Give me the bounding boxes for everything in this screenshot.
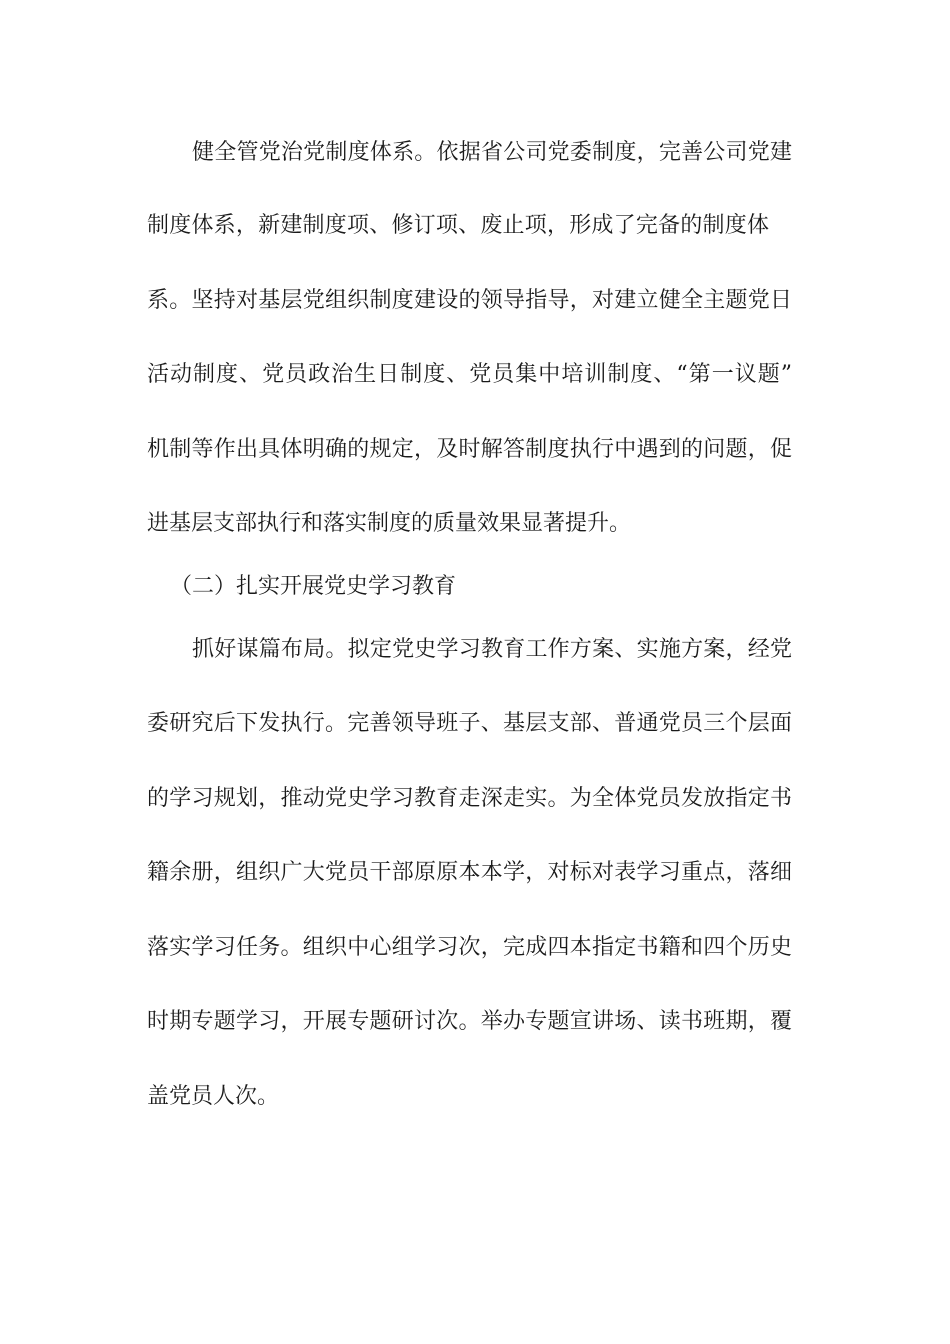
paragraph-1-line-3: 系。坚持对基层党组织制度建设的领导指导，对建立健全主题党日 [147,288,792,313]
paragraph-2-line-7: 盖党员人次。 [147,1084,280,1109]
paragraph-1-line-4: 活动制度、党员政治生日制度、党员集中培训制度、“第一议题” [147,362,792,387]
paragraph-2-line-3: 的学习规划，推动党史学习教育走深走实。为全体党员发放指定书 [147,786,792,811]
paragraph-2-line-2: 委研究后下发执行。完善领导班子、基层支部、普通党员三个层面 [147,711,792,736]
paragraph-2-line-6: 时期专题学习，开展专题研讨次。举办专题宣讲场、读书班期，覆 [147,1009,792,1034]
paragraph-1-line-6: 进基层支部执行和落实制度的质量效果显著提升。 [147,511,632,536]
paragraph-1-line-5: 机制等作出具体明确的规定，及时解答制度执行中遇到的问题，促 [147,437,792,462]
paragraph-1-line-1: 健全管党治党制度体系。依据省公司党委制度，完善公司党建 [192,140,792,165]
paragraph-2-line-4: 籍余册，组织广大党员干部原原本本学，对标对表学习重点，落细 [147,860,792,885]
paragraph-1-line-2: 制度体系，新建制度项、修订项、废止项，形成了完备的制度体 [147,213,769,238]
section-heading: （二）扎实开展党史学习教育 [170,574,457,599]
paragraph-2-line-1: 抓好谋篇布局。拟定党史学习教育工作方案、实施方案，经党 [192,637,792,662]
paragraph-2-line-5: 落实学习任务。组织中心组学习次，完成四本指定书籍和四个历史 [147,935,792,960]
